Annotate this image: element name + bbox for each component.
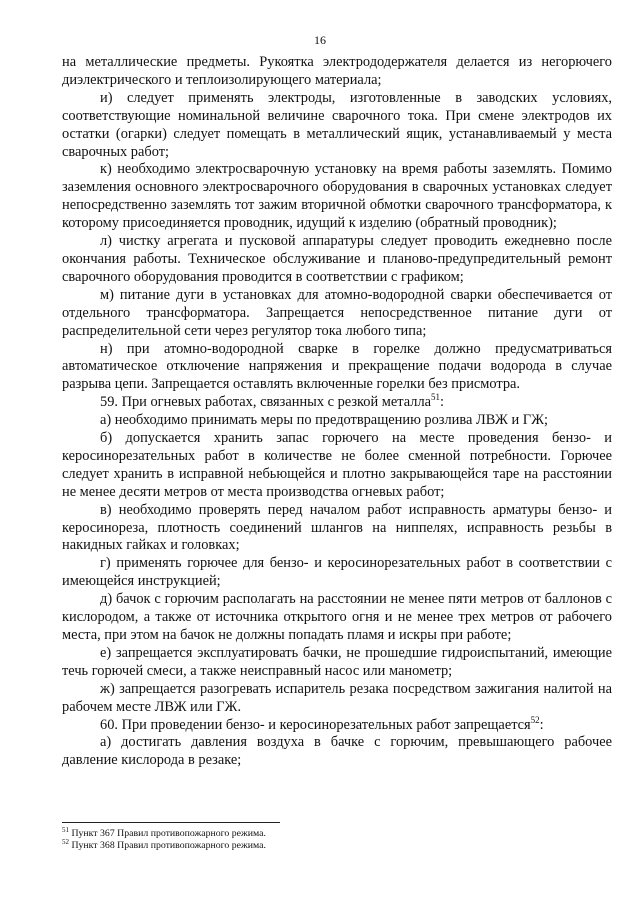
- list-item-l: [62, 233, 612, 287]
- paragraph-text: в) необходимо проверять перед началом работ исправность арматуры бензо- и керосинореза, плотность соединений шлангов на ниппелях, исправность резьбы в накидных гайках и головках;: [62, 501, 612, 554]
- paragraph-tail: :: [440, 394, 445, 411]
- list-item-e: [62, 645, 612, 681]
- footnote-ref: 52: [530, 714, 540, 725]
- list-item-m: [62, 287, 612, 341]
- list-item-g: [62, 555, 612, 591]
- paragraph-text: ж) запрещается разогревать испаритель резака посредством зажигания налитой на рабочем месте ЛВЖ или ГЖ.: [62, 680, 612, 715]
- list-item-zh: [62, 681, 612, 717]
- list-item-a-60: [62, 734, 612, 770]
- list-item-i: [62, 90, 612, 162]
- footnotes: [62, 828, 602, 852]
- page-number: 16: [314, 33, 326, 47]
- footnote: [62, 828, 602, 840]
- section-60-heading: [62, 714, 612, 735]
- list-item-v: [62, 502, 612, 556]
- paragraph-continuation: [62, 54, 612, 90]
- paragraph-text: л) чистку агрегата и пусковой аппаратуры следует проводить ежедневно после окончания работы. Техническое обслуживание и планово-предупредительный ремонт сварочного оборудования проводится в соответствии с графиком;: [62, 233, 612, 285]
- paragraph-text: а) необходимо принимать меры по предотвращению розлива ЛВЖ и ГЖ;: [100, 412, 548, 429]
- paragraph-text: 59. При огневых работах, связанных с резкой металла: [100, 394, 432, 411]
- list-item-k: [62, 161, 612, 233]
- paragraph-text: и) следует применять электроды, изготовленные в заводских условиях, соответствующие номинальной величине сварочного тока. При смене электродов их остатки (огарки) следует помещать в металлический ящик, устанавливаемый у места сварочных работ;: [62, 89, 612, 160]
- paragraph-text: на металлические предметы. Рукоятка электрододержателя делается из негорючего диэлектрического и теплоизолирующего материала;: [62, 54, 612, 88]
- paragraph-text: е) запрещается эксплуатировать бачки, не прошедшие гидроиспытаний, имеющие течь горючей смеси, а также неисправный насос или манометр;: [62, 644, 612, 679]
- paragraph-text: н) при атомно-водородной сварке в горелке должно предусматриваться автоматическое отключение напряжения и прекращение подачи водорода в случае разрыва цепи. Запрещается оставлять включенные горелки без присмотра.: [62, 340, 612, 393]
- paragraph-text: м) питание дуги в установках для атомно-водородной сварки обеспечивается от отдельного трансформатора. Запрещается непосредственное питание дуги от распределительной сети через регулятор тока любого типа;: [62, 286, 612, 339]
- footnote-ref: 51: [431, 392, 441, 403]
- list-item-d: [62, 591, 612, 645]
- list-item-b: [62, 430, 612, 502]
- footnote-mark: 52: [62, 838, 69, 846]
- list-item-n: [62, 341, 612, 395]
- paragraph-text: д) бачок с горючим располагать на расстоянии не менее пяти метров от баллонов с кислородом, а также от источника открытого огня и не менее трех метров от рабочего места, при этом на бачок не должны попадать пламя и искры при работе;: [62, 591, 612, 643]
- section-59-heading: [62, 394, 612, 412]
- paragraph-text: а) достигать давления воздуха в бачке с горючим, превышающего рабочее давление кислорода в резаке;: [62, 734, 612, 769]
- paragraph-text: 60. При проведении бензо- и керосинорезательных работ запрещается: [100, 716, 531, 733]
- footnote-mark: 51: [62, 826, 69, 834]
- paragraph-tail: :: [539, 716, 544, 733]
- footnote-divider: [62, 822, 280, 823]
- paragraph-text: к) необходимо электросварочную установку на время работы заземлять. Помимо заземления основного электросварочного оборудования в сварочных установках следует непосредственно заземлять тот зажим вторичной обмотки сварочного трансформатора, к которому присоединяется проводник, идущий к изделию (обратный проводник);: [62, 161, 612, 232]
- footnote-text: Пункт 367 Правил противопожарного режима.: [69, 828, 266, 839]
- document-body: [62, 54, 612, 770]
- paragraph-text: г) применять горючее для бензо- и керосинорезательных работ в соответствии с имеющейся инструкцией;: [62, 555, 612, 590]
- footnote: [62, 840, 602, 852]
- list-item-a: [62, 412, 612, 430]
- paragraph-text: б) допускается хранить запас горючего на месте проведения бензо- и керосинорезательных работ в количестве не более сменной потребности. Горючее следует хранить в исправной небьющейся и плотно закрывающейся таре на расстоянии не менее десяти метров от места производства огневых работ;: [62, 430, 612, 500]
- footnote-text: Пункт 368 Правил противопожарного режима.: [69, 840, 266, 851]
